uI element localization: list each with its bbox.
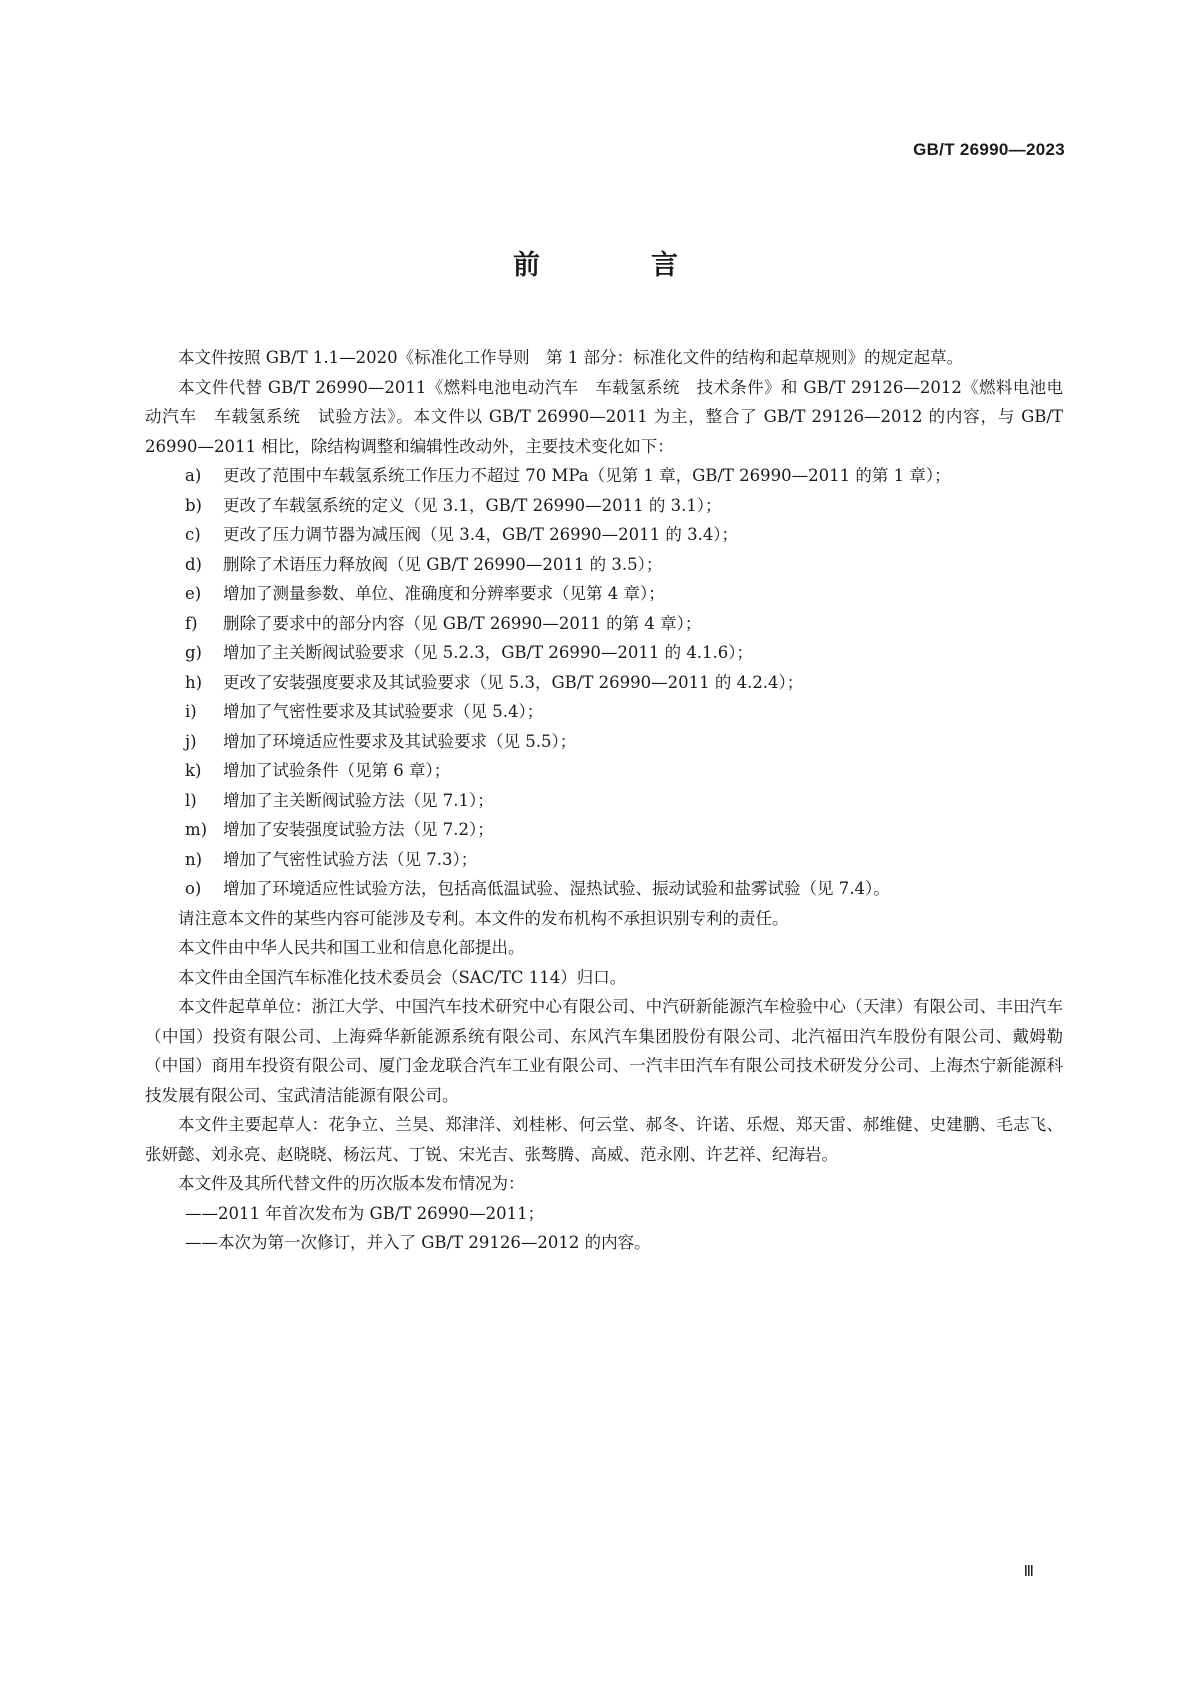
- item-text: 增加了测量参数、单位、准确度和分辨率要求（见第 4 章）；: [223, 584, 665, 603]
- item-marker: o): [185, 879, 202, 898]
- item-text: 增加了主关断阀试验方法（见 7.1）；: [223, 790, 494, 810]
- item-text: 增加了试验条件（见第 6 章）；: [223, 761, 451, 780]
- item-text: 更改了范围中车载氢系统工作压力不超过 70 MPa（见第 1 章，GB/T 26990—2011 的第 1 章）；: [223, 466, 951, 485]
- item-text: 更改了车载氢系统的定义（见 3.1，GB/T 26990—2011 的 3.1）；: [223, 495, 722, 515]
- item-text: 增加了环境适应性要求及其试验要求（见 5.5）；: [223, 731, 577, 751]
- list-item: [145, 697, 1063, 727]
- item-text: 删除了要求中的部分内容（见 GB/T 26990—2011 的第 4 章）；: [223, 613, 702, 633]
- paragraph-history-intro: 本文件及其所代替文件的历次版本发布情况为：: [178, 1174, 525, 1193]
- paragraph-patent-notice: 请注意本文件的某些内容可能涉及专利。本文件的发布机构不承担识别专利的责任。: [178, 908, 789, 928]
- list-item: [145, 668, 1063, 698]
- item-marker: k): [185, 761, 202, 780]
- list-item: [145, 579, 1063, 609]
- list-item: [145, 874, 1063, 904]
- paragraph-replacement: 本文件代替 GB/T 26990—2011《燃料电池电动汽车 车载氢系统 技术条件》和 GB/T 29126—2012《燃料电池电动汽车 车载氢系统 试验方法》。本文件以 GB/T 26990—2011 为主，整合了 GB/T 29126—2012 的内容，与 GB/T 26990—2011 相比，除结构调整和编辑性改动外，主要技术变化如下：: [145, 377, 1063, 456]
- item-marker: g): [185, 643, 202, 662]
- page-number: Ⅲ: [1023, 1564, 1034, 1580]
- item-text: 增加了环境适应性试验方法，包括高低温试验、湿热试验、振动试验和盐雾试验（见 7.4）。: [223, 879, 890, 898]
- list-item: [145, 845, 1063, 875]
- item-marker: f): [185, 613, 198, 633]
- item-marker: b): [185, 495, 202, 515]
- item-text: 更改了安装强度要求及其试验要求（见 5.3，GB/T 26990—2011 的 4.2.4）；: [223, 672, 804, 692]
- item-text: 删除了术语压力释放阀（见 GB/T 26990—2011 的 3.5）；: [223, 554, 663, 574]
- page-title: 前 言: [513, 250, 720, 281]
- item-marker: m): [185, 820, 208, 839]
- item-marker: i): [185, 702, 197, 721]
- item-marker: l): [185, 790, 197, 810]
- list-item: [145, 461, 1063, 491]
- list-item: [145, 550, 1063, 580]
- item-marker: d): [185, 554, 202, 574]
- paragraph-proposer: 本文件由中华人民共和国工业和信息化部提出。: [178, 938, 525, 957]
- list-item: [145, 815, 1063, 845]
- list-item: [145, 638, 1063, 668]
- list-item: [145, 786, 1063, 816]
- list-item: [145, 756, 1063, 786]
- item-marker: c): [185, 525, 201, 544]
- paragraph-centralized-unit: 本文件由全国汽车标准化技术委员会（SAC/TC 114）归口。: [178, 967, 627, 987]
- paragraph-drafters: 本文件主要起草人：花争立、兰昊、郑津洋、刘桂彬、何云堂、郝冬、许诺、乐煜、郑天雷、郝维健、史建鹏、毛志飞、张妍懿、刘永亮、赵晓晓、杨沄芃、丁锐、宋光吉、张骜腾、高威、范永刚、许艺祥、纪海岩。: [145, 1115, 1063, 1164]
- item-marker: h): [185, 672, 203, 692]
- item-marker: n): [185, 849, 203, 869]
- item-marker: j): [185, 731, 197, 751]
- history-item: ——本次为第一次修订，并入了 GB/T 29126—2012 的内容。: [185, 1233, 651, 1252]
- item-text: 增加了气密性要求及其试验要求（见 5.4）；: [223, 702, 544, 721]
- item-marker: e): [185, 584, 202, 603]
- list-item: [145, 520, 1063, 550]
- list-item: [145, 491, 1063, 521]
- item-text: 增加了气密性试验方法（见 7.3）；: [223, 849, 478, 869]
- item-text: 增加了安装强度试验方法（见 7.2）；: [223, 820, 494, 839]
- list-item: [145, 727, 1063, 757]
- history-item: ——2011 年首次发布为 GB/T 26990—2011；: [185, 1203, 545, 1223]
- list-item: [145, 609, 1063, 639]
- document-body: [145, 343, 1063, 1258]
- item-text: 增加了主关断阀试验要求（见 5.2.3，GB/T 26990—2011 的 4.1.6）；: [223, 643, 754, 662]
- technical-changes-list: [145, 461, 1063, 904]
- item-text: 更改了压力调节器为减压阀（见 3.4，GB/T 26990—2011 的 3.4）；: [223, 525, 739, 544]
- standard-code: GB/T 26990—2023: [913, 140, 1065, 159]
- item-marker: a): [185, 466, 202, 485]
- paragraph-drafting-rules: 本文件按照 GB/T 1.1—2020《标准化工作导则 第 1 部分：标准化文件的结构和起草规则》的规定起草。: [178, 348, 964, 367]
- paragraph-drafting-units: 本文件起草单位：浙江大学、中国汽车技术研究中心有限公司、中汽研新能源汽车检验中心（天津）有限公司、丰田汽车（中国）投资有限公司、上海舜华新能源系统有限公司、东风汽车集团股份有限公司、北汽福田汽车股份有限公司、戴姆勒（中国）商用车投资有限公司、厦门金龙联合汽车工业有限公司、一汽丰田汽车有限公司技术研发分公司、上海杰宁新能源科技发展有限公司、宝武清洁能源有限公司。: [145, 997, 1063, 1105]
